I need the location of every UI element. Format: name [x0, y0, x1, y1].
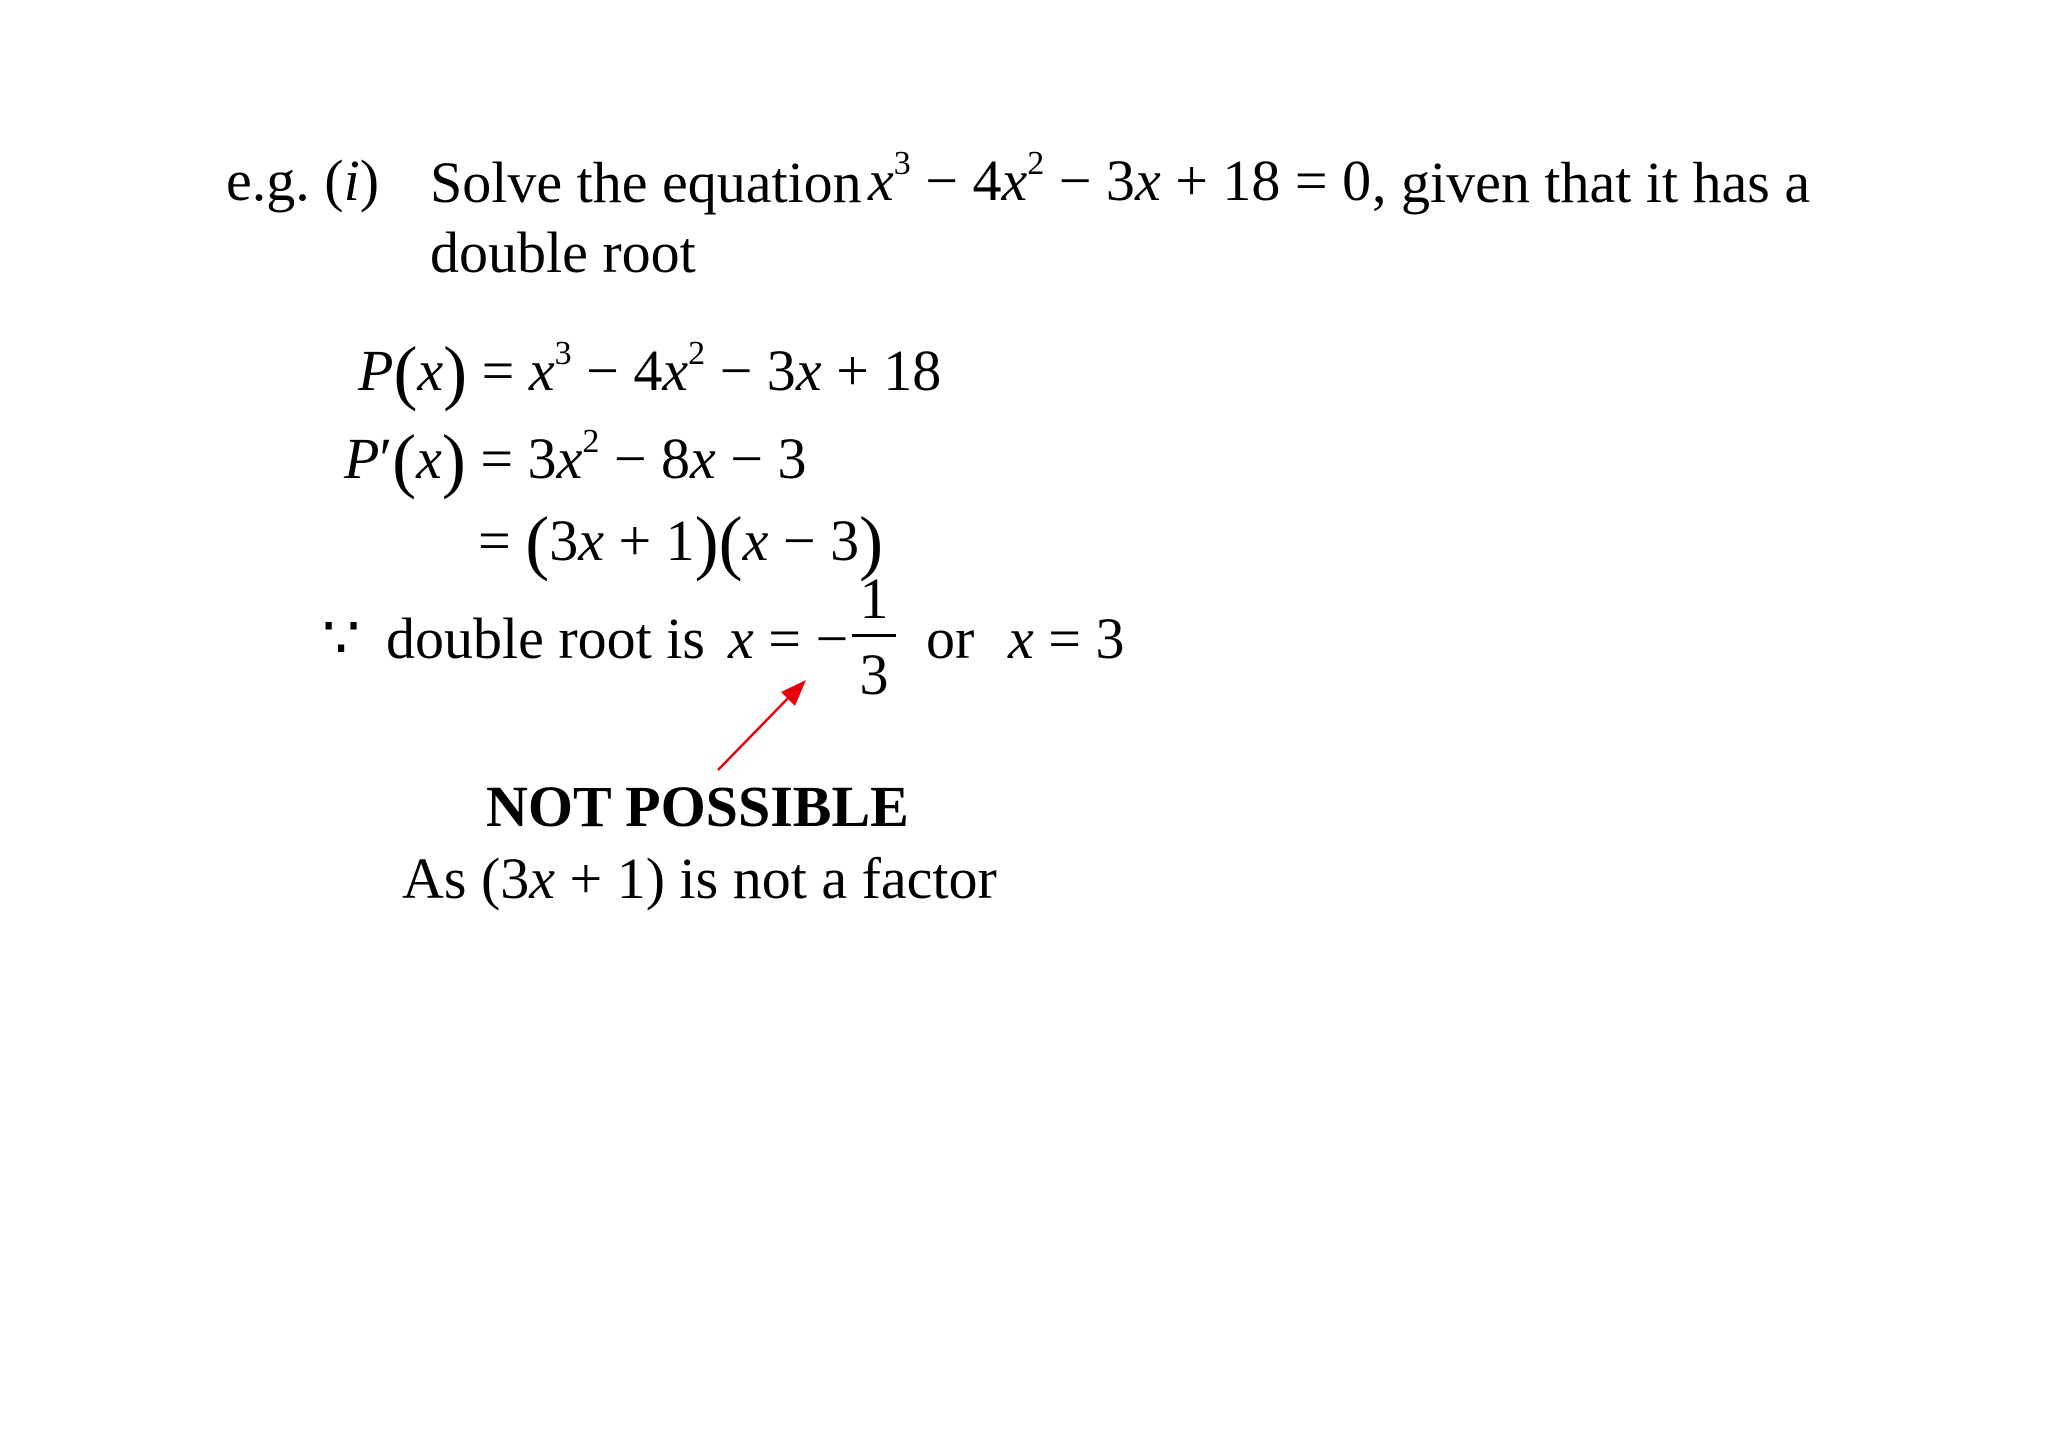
root2: x = 3 [1008, 606, 1125, 671]
example-label-text: e.g. (i) [226, 148, 380, 213]
question-prefix: Solve the equation [430, 150, 862, 215]
arrow-shaft [718, 690, 796, 770]
annotation-heading: NOT POSSIBLE [486, 774, 909, 839]
question-suffix: , given that it has a [1372, 150, 1811, 215]
because-symbol: ∵ [322, 603, 361, 673]
conclusion-text: double root is [386, 606, 705, 671]
fraction-bar [852, 634, 896, 637]
working-line1: $P(x) = x^3 - 4x^2 - 3x + 18$ [358, 332, 942, 412]
annotation-reason: As (3x + 1) is not a factor [402, 846, 997, 911]
question-equation: $x^3 - 4x^2 - 3x + 18 = 0$ [868, 145, 1372, 213]
root1-prefix: x = − [728, 606, 849, 671]
arrow-head [781, 680, 806, 706]
root1-denominator: 3 [859, 642, 889, 707]
working-line3: = (3x + 1)(x − 3) [478, 502, 884, 582]
root1-numerator: 1 [859, 566, 889, 631]
working-line2: $P'(x) = 3x^2 - 8x - 3$ [344, 420, 807, 500]
root1-fraction [852, 566, 896, 707]
question-line2: double root [430, 220, 696, 285]
or-word: or [926, 606, 975, 671]
example-label [226, 148, 380, 213]
